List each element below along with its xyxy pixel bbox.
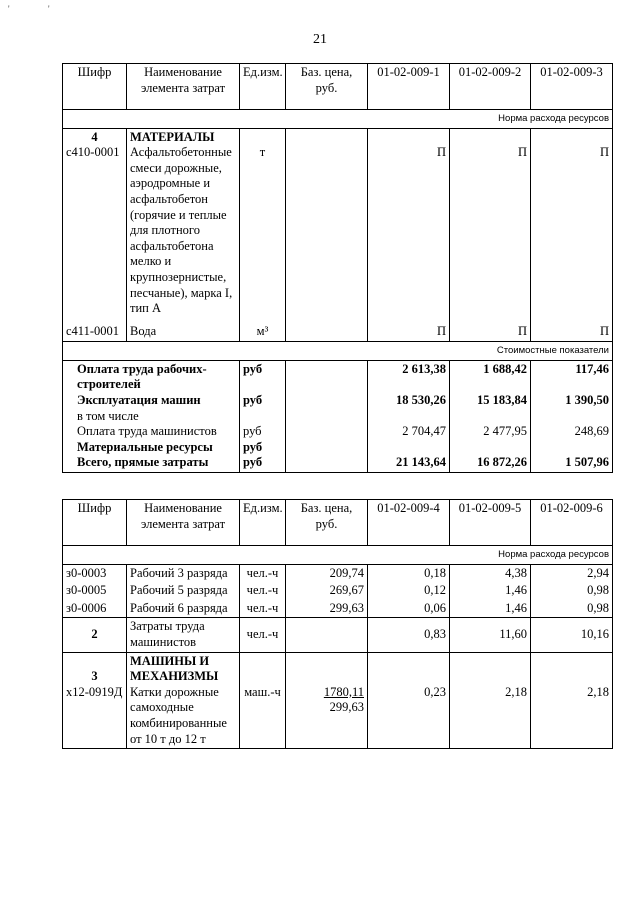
resource-table-1 xyxy=(62,63,613,473)
row-unit: т xyxy=(240,128,286,318)
cost-block xyxy=(63,360,613,472)
header-col-5: 01-02-009-5 xyxy=(450,500,531,546)
row-value: 0,98 xyxy=(531,600,613,618)
table-row xyxy=(63,600,613,618)
row-value: 0,12 xyxy=(368,582,450,600)
cost-value: 2 477,95 xyxy=(483,424,527,439)
row-price xyxy=(286,652,368,749)
cost-names xyxy=(63,360,240,472)
row-unit: чел.-ч xyxy=(240,618,286,652)
cost-value: 248,69 xyxy=(574,424,609,439)
header-code: Шифр xyxy=(63,500,127,546)
cost-value: 1 507,96 xyxy=(565,455,609,470)
row-value: 0,06 xyxy=(368,600,450,618)
header-name: Наименование элемента затрат xyxy=(127,500,240,546)
header-row xyxy=(63,500,613,546)
price-bottom: 299,63 xyxy=(329,700,364,715)
row-value: П xyxy=(531,128,613,318)
corner-mark: ' xyxy=(48,4,50,14)
norm-label: Норма расхода ресурсов xyxy=(63,110,613,129)
cost-col-3 xyxy=(531,360,613,472)
cost-label: Стоимостные показатели xyxy=(63,342,613,361)
machine-code-cell xyxy=(63,652,127,749)
cost-name: Оплата труда машинистов xyxy=(77,424,217,439)
table-row xyxy=(63,128,613,318)
header-price: Баз. цена, руб. xyxy=(286,64,368,110)
header-col-4: 01-02-009-4 xyxy=(368,500,450,546)
section-number: 4 xyxy=(91,129,98,144)
cost-unit: руб xyxy=(243,393,263,407)
table-row xyxy=(63,564,613,582)
header-unit: Ед.изм. xyxy=(240,64,286,110)
header-col-2: 01-02-009-2 xyxy=(450,64,531,110)
row-code: с411-0001 xyxy=(63,318,127,342)
row-value: 0,23 xyxy=(368,652,450,749)
row-price xyxy=(286,318,368,342)
table-row xyxy=(63,582,613,600)
cost-value: 1 688,42 xyxy=(483,361,527,376)
cost-name: Всего, прямые затраты xyxy=(77,455,209,470)
cost-value: 117,46 xyxy=(575,361,609,376)
cost-value: 16 872,26 xyxy=(477,455,527,470)
row-value: П xyxy=(368,318,450,342)
section-number: 2 xyxy=(63,618,127,652)
machine-name-cell xyxy=(127,652,240,749)
cost-unit: руб xyxy=(243,361,263,376)
row-value: 2,18 xyxy=(531,652,613,749)
row-name: Рабочий 3 разряда xyxy=(127,564,240,582)
row-value: 1,46 xyxy=(450,600,531,618)
cost-value: 2 613,38 xyxy=(402,361,446,376)
cost-col-1 xyxy=(368,360,450,472)
cost-value: 15 183,84 xyxy=(477,393,527,407)
table-row xyxy=(63,618,613,652)
row-price: 269,67 xyxy=(286,582,368,600)
row-code: с410-0001 xyxy=(66,145,120,160)
row-value: П xyxy=(531,318,613,342)
row-value: 0,83 xyxy=(368,618,450,652)
cost-value: 21 143,64 xyxy=(396,455,446,470)
row-value: 10,16 xyxy=(531,618,613,652)
norm-label: Норма расхода ресурсов xyxy=(63,546,613,565)
header-col-1: 01-02-009-1 xyxy=(368,64,450,110)
cost-col-2 xyxy=(450,360,531,472)
row-name: Вода xyxy=(127,318,240,342)
resource-table-2 xyxy=(62,499,613,749)
cost-unit: руб xyxy=(243,424,262,439)
table-row xyxy=(63,652,613,749)
cost-label-row xyxy=(63,342,613,361)
row-value: П xyxy=(368,128,450,318)
row-name: Рабочий 5 разряда xyxy=(127,582,240,600)
row-name: Рабочий 6 разряда xyxy=(127,600,240,618)
page-number: 21 xyxy=(313,32,327,47)
header-name: Наименование элемента затрат xyxy=(127,64,240,110)
row-value: 2,18 xyxy=(450,652,531,749)
cost-units xyxy=(240,360,286,472)
section-title: МАШИНЫ И МЕХАНИЗМЫ xyxy=(130,653,219,684)
row-value: 11,60 xyxy=(450,618,531,652)
cost-unit: руб xyxy=(243,455,263,470)
row-unit: маш.-ч xyxy=(240,652,286,749)
material-code-cell xyxy=(63,128,127,318)
material-name-cell xyxy=(127,128,240,318)
header-price: Баз. цена, руб. xyxy=(286,500,368,546)
row-name: Затраты труда машинистов xyxy=(127,618,240,652)
cost-name: Материальные ресурсы xyxy=(77,439,213,454)
row-code: з0-0006 xyxy=(63,600,127,618)
row-code: з0-0003 xyxy=(63,564,127,582)
norm-label-row xyxy=(63,546,613,565)
row-unit: чел.-ч xyxy=(240,582,286,600)
section-number: 3 xyxy=(91,669,98,684)
cost-name: в том числе xyxy=(77,408,139,423)
row-value: П xyxy=(450,128,531,318)
row-price xyxy=(286,128,368,318)
cost-value: 1 390,50 xyxy=(565,393,609,407)
row-code: з0-0005 xyxy=(63,582,127,600)
cost-unit xyxy=(243,409,282,425)
header-row xyxy=(63,64,613,110)
row-value: П xyxy=(450,318,531,342)
section-title: МАТЕРИАЛЫ xyxy=(130,129,215,144)
row-unit: м³ xyxy=(240,318,286,342)
row-value: 4,38 xyxy=(450,564,531,582)
row-code: х12-0919Д xyxy=(66,684,123,699)
row-unit: чел.-ч xyxy=(240,564,286,582)
cost-value: 2 704,47 xyxy=(402,424,446,439)
row-name: Асфальтобетонные смеси дорожные, аэродромные и асфальтобетон (горячие и теплые для плотного асфальтобетона мелко и крупнозернистые, песчаные), марка I, тип А xyxy=(130,145,233,316)
cost-name: Оплата труда рабочих-строителей xyxy=(77,361,207,392)
price-top: 1780,11 xyxy=(323,684,364,699)
header-col-6: 01-02-009-6 xyxy=(531,500,613,546)
row-unit: чел.-ч xyxy=(240,600,286,618)
row-value: 0,18 xyxy=(368,564,450,582)
header-code: Шифр xyxy=(63,64,127,110)
table-row xyxy=(63,318,613,342)
cost-value: 18 530,26 xyxy=(396,393,446,407)
corner-mark: ' xyxy=(8,4,10,14)
header-col-3: 01-02-009-3 xyxy=(531,64,613,110)
row-name: Катки дорожные самоходные комбинированные от 10 т до 12 т xyxy=(130,684,227,746)
norm-label-row xyxy=(63,110,613,129)
cost-name: Эксплуатация машин xyxy=(77,393,201,407)
row-value: 1,46 xyxy=(450,582,531,600)
cost-unit: руб xyxy=(243,439,263,454)
row-value: 0,98 xyxy=(531,582,613,600)
row-price: 209,74 xyxy=(286,564,368,582)
row-price: 299,63 xyxy=(286,600,368,618)
header-unit: Ед.изм. xyxy=(240,500,286,546)
cost-empty xyxy=(286,360,368,472)
row-value: 2,94 xyxy=(531,564,613,582)
row-price xyxy=(286,618,368,652)
